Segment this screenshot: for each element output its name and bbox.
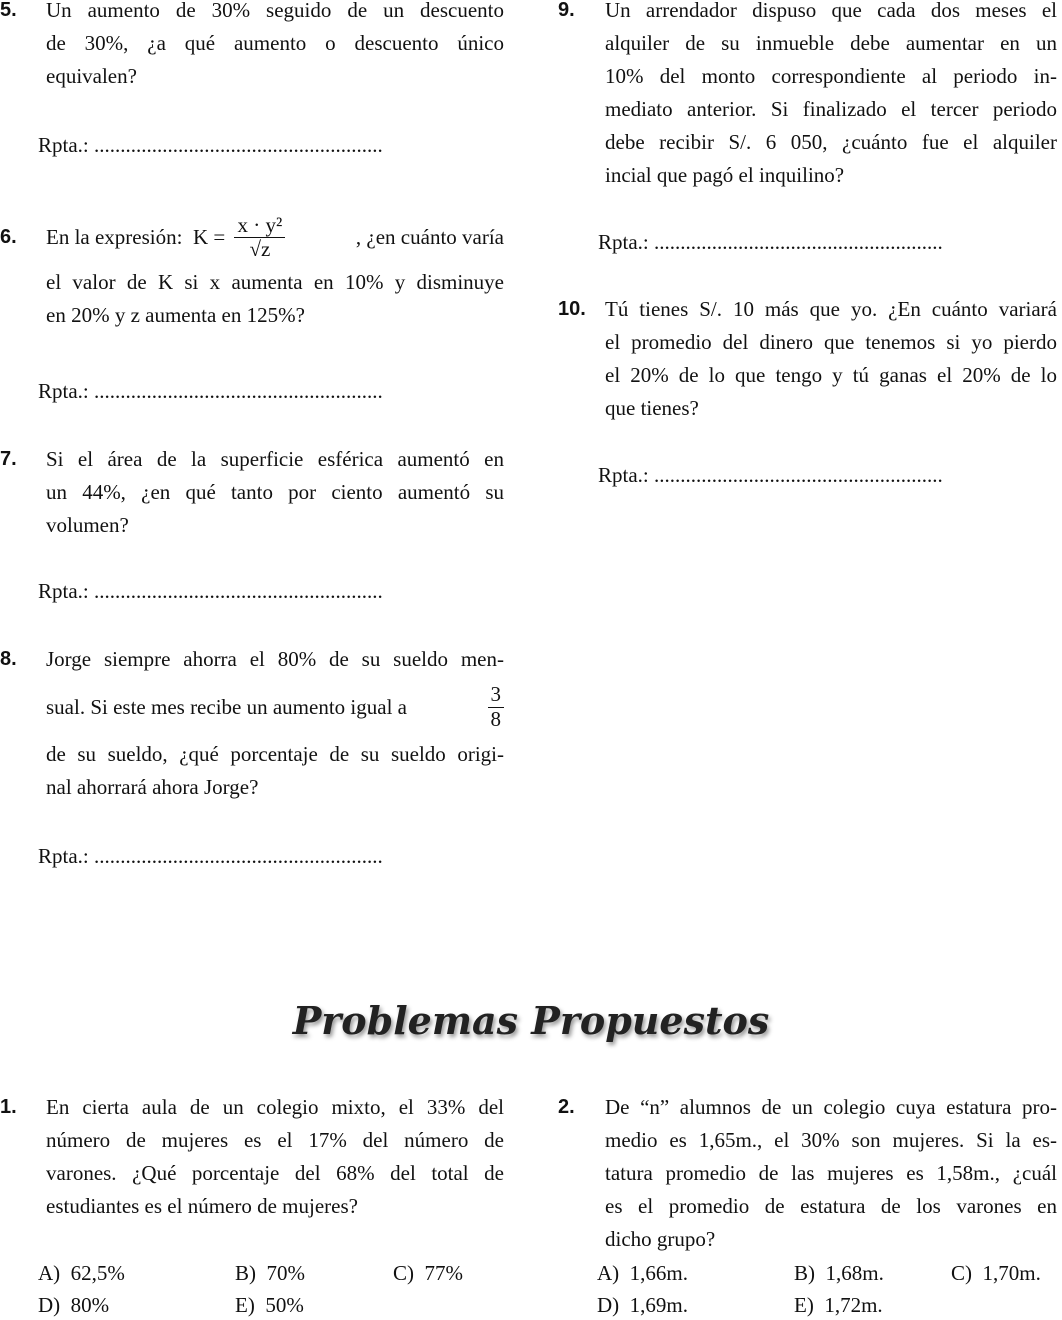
text-line: Un aumento de 30% seguido de un descuento [46, 0, 504, 22]
problem-9-text [605, 0, 1057, 192]
option-b [794, 1261, 884, 1286]
option-value: 1,70m. [982, 1261, 1041, 1285]
text-line: nal ahorrará ahora Jorge? [46, 775, 259, 799]
text-line: el promedio del dinero que tenemos si yo pierdo [605, 330, 1057, 354]
problem-number: 7. [0, 448, 17, 470]
fraction-denominator: √z [249, 237, 271, 261]
option-letter: D) [38, 1293, 61, 1317]
answer-line: Rpta.: ....................................................... [598, 463, 943, 487]
text-line: en 20% y z aumenta en 125%? [46, 303, 305, 327]
answer-line: Rpta.: ....................................................... [38, 579, 383, 603]
text-line: de su sueldo, ¿qué porcentaje de su sueldo origi- [46, 742, 504, 766]
fraction [488, 683, 505, 730]
option-letter: C) [393, 1261, 414, 1285]
option-value: 1,72m. [824, 1293, 883, 1317]
text-line: volumen? [46, 513, 129, 537]
option-c [951, 1261, 1041, 1286]
option-letter: D) [597, 1293, 620, 1317]
problem-number: 9. [558, 0, 575, 21]
text-line: incial que pagó el inquilino? [605, 163, 845, 187]
problem-number: 6. [0, 226, 17, 248]
option-d [38, 1293, 109, 1318]
problem-number: 10. [558, 298, 586, 320]
text-fragment: , ¿en cuánto varía [355, 225, 504, 249]
text-line: 10% del monto correspondiente al periodo in- [605, 64, 1057, 88]
option-e [794, 1293, 883, 1318]
text-line: equivalen? [46, 64, 137, 88]
option-c [393, 1261, 463, 1286]
option-value: 80% [70, 1293, 110, 1317]
text-line: tatura promedio de las mujeres es 1,58m., ¿cuál [605, 1161, 1057, 1185]
text-fragment: En la expresión: K = [46, 225, 231, 249]
text-line: que tienes? [605, 396, 699, 420]
option-letter: E) [235, 1293, 255, 1317]
option-letter: E) [794, 1293, 814, 1317]
answer-line: Rpta.: ....................................................... [38, 844, 383, 868]
text-line: un 44%, ¿en qué tanto por ciento aumentó su [46, 480, 504, 504]
formula-fraction [234, 214, 285, 261]
text-line: el valor de K si x aumenta en 10% y disminuye [46, 270, 504, 294]
problem-6-text [46, 209, 504, 332]
fraction-denominator: 8 [490, 706, 501, 731]
proposed-problem-1-text [46, 1091, 504, 1223]
answer-line: Rpta.: ....................................................... [38, 133, 383, 157]
text-line: número de mujeres es el 17% del número de [46, 1128, 504, 1152]
option-e [235, 1293, 304, 1318]
option-value: 50% [265, 1293, 304, 1317]
text-line: de 30%, ¿a qué aumento o descuento único [46, 31, 504, 55]
text-line: Jorge siempre ahorra el 80% de su sueldo men- [46, 647, 504, 671]
proposed-problem-2-text [605, 1091, 1057, 1256]
option-value: 1,68m. [825, 1261, 884, 1285]
option-value: 77% [424, 1261, 463, 1285]
text-line: varones. ¿Qué porcentaje del 68% del total de [46, 1161, 504, 1185]
problem-number: 2. [558, 1096, 575, 1118]
option-a [38, 1261, 125, 1286]
text-line: es el promedio de estatura de los varones en [605, 1194, 1057, 1218]
text-line: dicho grupo? [605, 1227, 716, 1251]
option-value: 70% [266, 1261, 305, 1285]
text-line: estudiantes es el número de mujeres? [46, 1194, 358, 1218]
problem-10-text [605, 293, 1057, 425]
text-line: Un arrendador dispuso que cada dos meses el [605, 0, 1057, 22]
option-a [597, 1261, 688, 1286]
answer-line: Rpta.: ....................................................... [38, 379, 383, 403]
text-line: Tú tienes S/. 10 más que yo. ¿En cuánto variará [605, 297, 1057, 321]
option-letter: B) [235, 1261, 256, 1285]
answer-line: Rpta.: ....................................................... [598, 230, 943, 254]
problem-number: 5. [0, 0, 17, 21]
option-letter: A) [597, 1261, 620, 1285]
text-line: medio es 1,65m., el 30% son mujeres. Si la es- [605, 1128, 1057, 1152]
option-value: 1,69m. [629, 1293, 689, 1317]
text-line: alquiler de su inmueble debe aumentar en un [605, 31, 1057, 55]
option-letter: C) [951, 1261, 972, 1285]
text-line: el 20% de lo que tengo y tú ganas el 20% de lo [605, 363, 1057, 387]
text-line: En cierta aula de un colegio mixto, el 33% del [46, 1095, 504, 1119]
text-line: mediato anterior. Si finalizado el tercer periodo [605, 97, 1057, 121]
problem-7-text [46, 443, 504, 542]
option-value: 1,66m. [629, 1261, 689, 1285]
option-letter: A) [38, 1261, 61, 1285]
fraction-numerator: x · y² [234, 214, 285, 238]
text-line: De “n” alumnos de un colegio cuya estatura pro- [605, 1095, 1057, 1119]
option-letter: B) [794, 1261, 815, 1285]
fraction-numerator: 3 [488, 683, 505, 707]
problem-5-text [46, 0, 504, 93]
option-b [235, 1261, 305, 1286]
text-line: Si el área de la superficie esférica aumentó en [46, 447, 504, 471]
text-line: debe recibir S/. 6 050, ¿cuánto fue el alquiler [605, 130, 1057, 154]
option-d [597, 1293, 688, 1318]
problem-number: 8. [0, 648, 17, 670]
problem-8-text [46, 643, 504, 804]
option-value: 62,5% [70, 1261, 125, 1285]
text-fragment: sual. Si este mes recibe un aumento igual a [46, 694, 407, 719]
section-title: Problemas Propuestos [292, 998, 770, 1043]
problem-number: 1. [0, 1096, 17, 1118]
